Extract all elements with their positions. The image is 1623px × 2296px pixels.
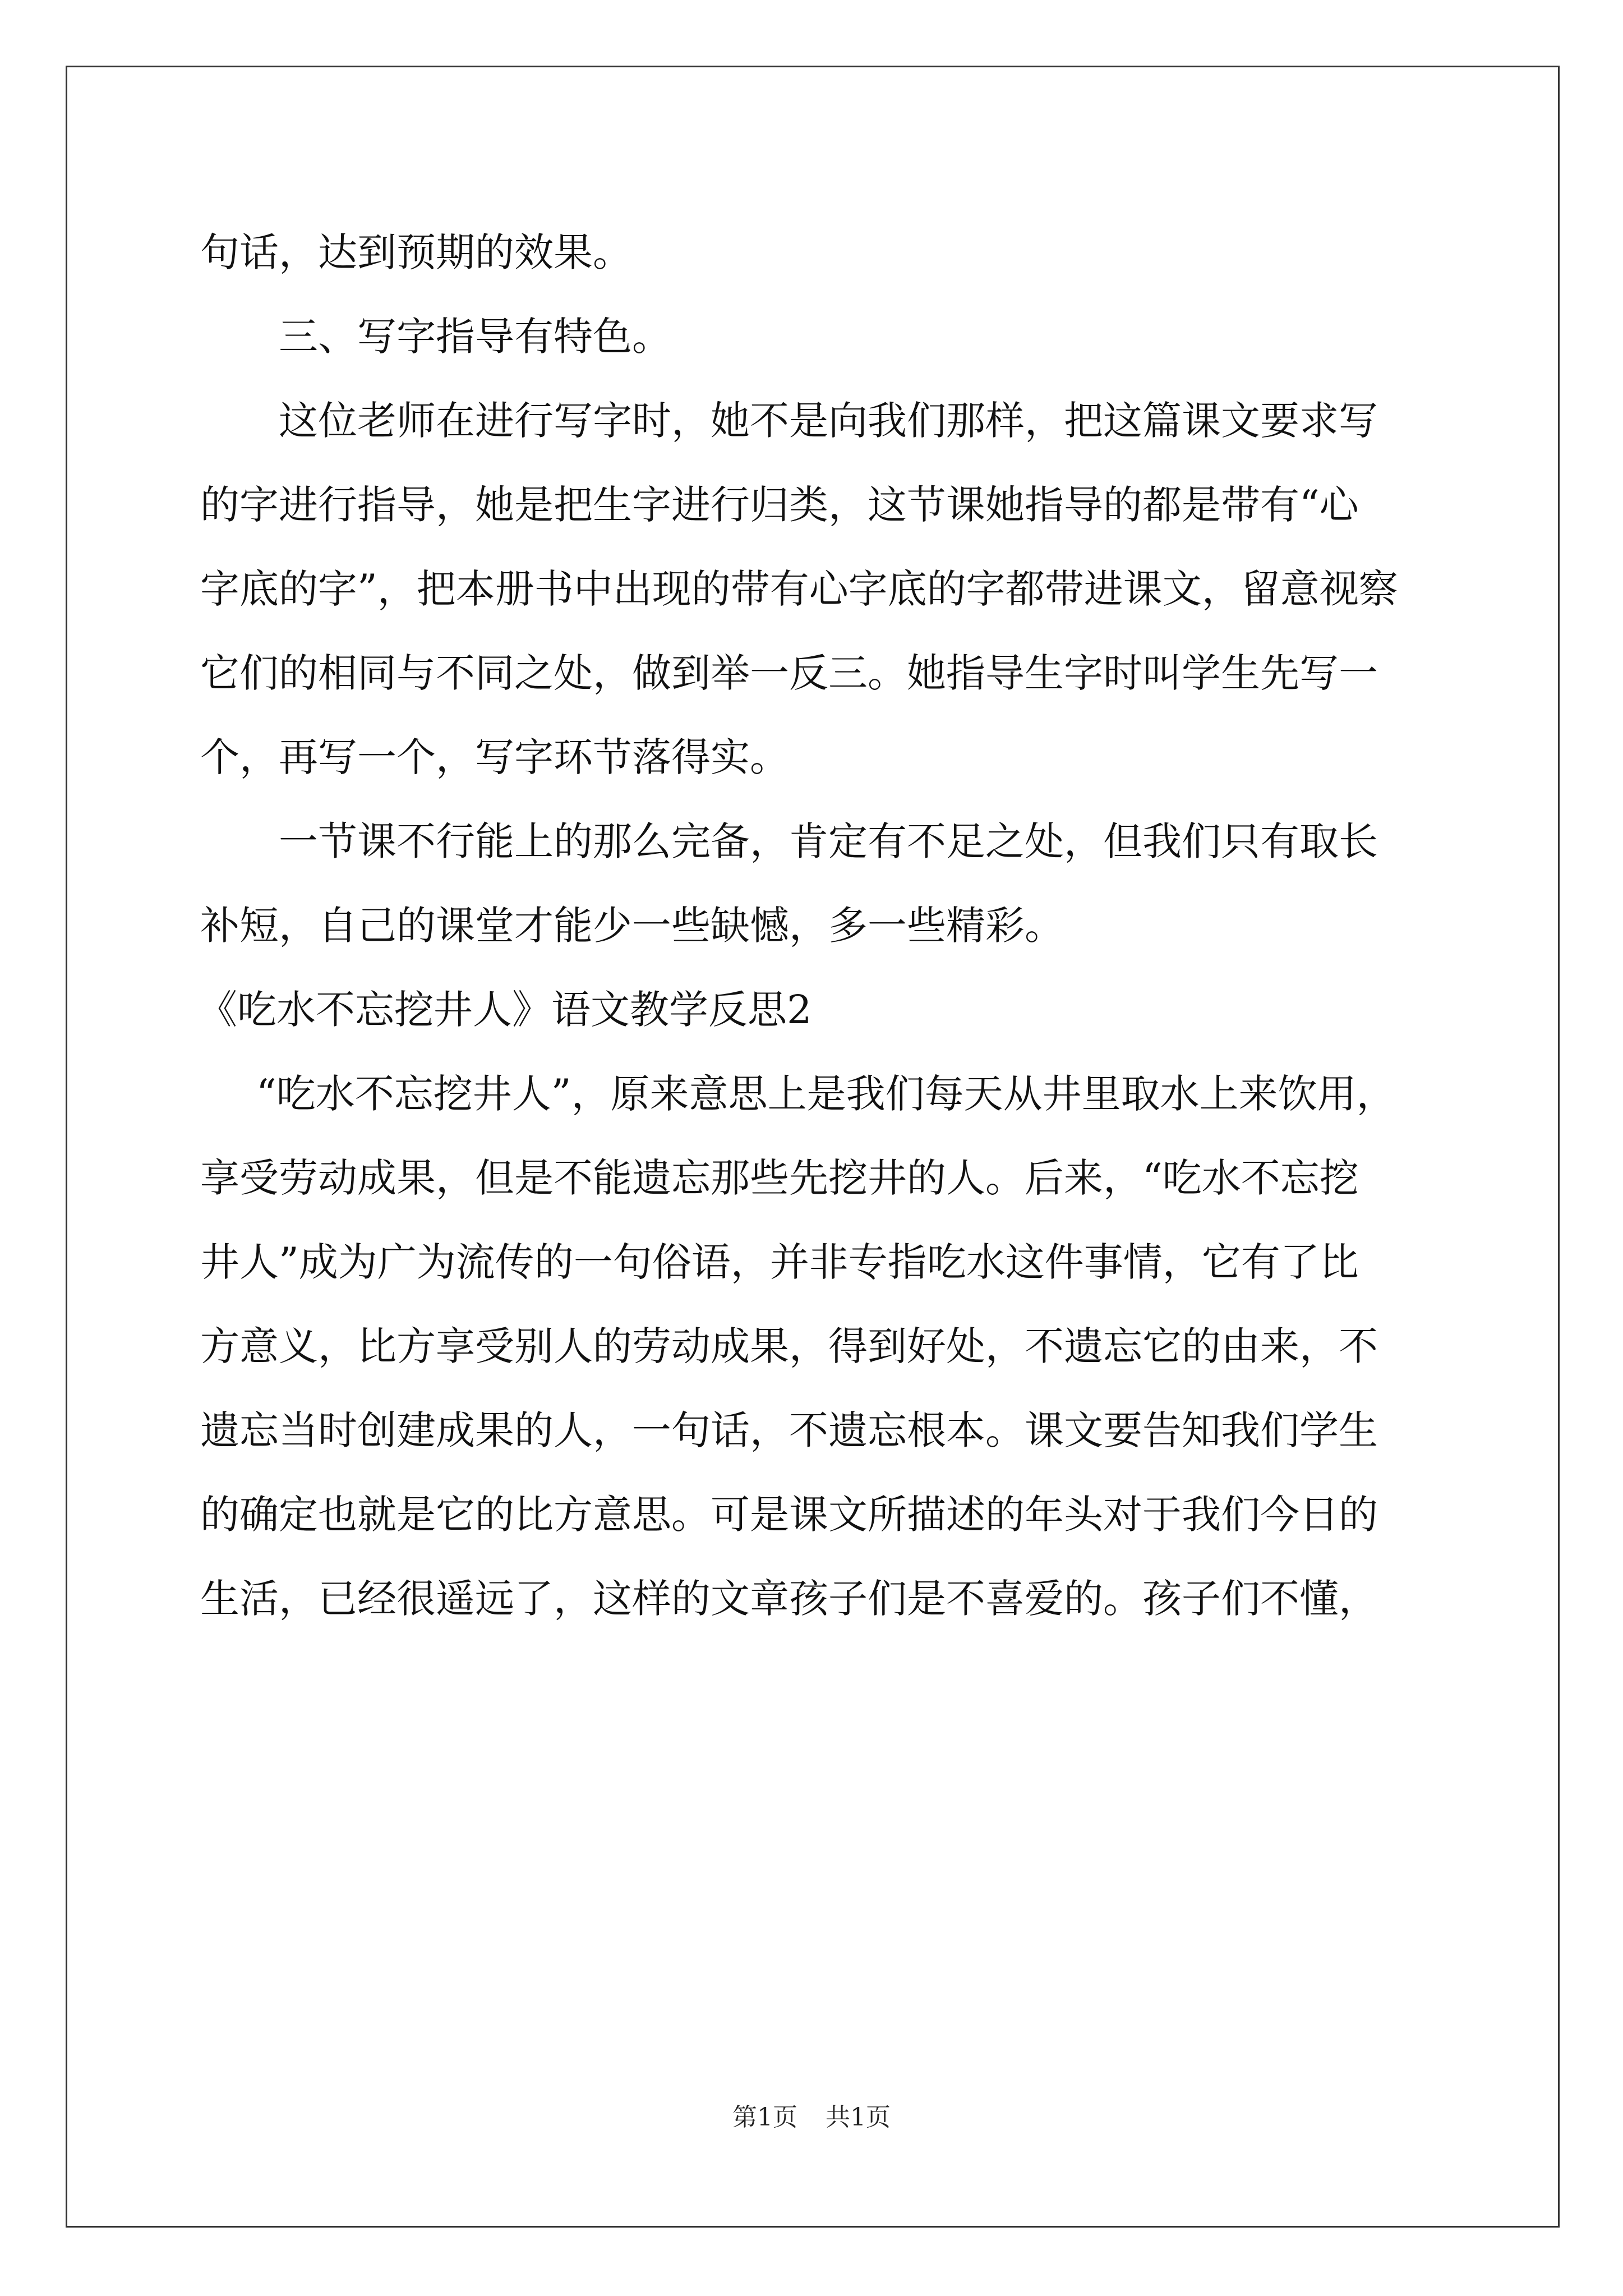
text-line: 个，再写一个，写字环节落得实。 — [200, 734, 789, 780]
text-line: 它们的相同与不同之处，做到举一反三。她指导生字时叫学生先写一 — [200, 650, 1378, 696]
text-line: 生活，已经很遥远了，这样的文章孩子们是不喜爱的。孩子们不懂， — [200, 1576, 1378, 1622]
page-number: 第1页 — [732, 2103, 797, 2132]
document-body — [200, 219, 1423, 1649]
text-line: 遗忘当时创建成果的人，一句话，不遗忘根本。课文要告知我们学生 — [200, 1407, 1378, 1453]
text-line: 享受劳动成果，但是不能遗忘那些先挖井的人。后来，“吃水不忘挖 — [200, 1155, 1359, 1201]
text-line: 的确定也就是它的比方意思。可是课文所描述的年头对于我们今日的 — [200, 1492, 1378, 1538]
text-line: 方意义，比方享受别人的劳动成果，得到好处，不遗忘它的由来，不 — [200, 1323, 1378, 1369]
text-line: 井人”成为广为流传的一句俗语，并非专指吃水这件事情，它有了比 — [200, 1239, 1359, 1285]
text-line: 一节课不行能上的那么完备，肯定有不足之处，但我们只有取长 — [279, 818, 1378, 864]
text-line: “吃水不忘挖井人”，原来意思上是我们每天从井里取水上来饮用， — [256, 1071, 1396, 1117]
text-line: 补短，自己的课堂才能少一些缺憾，多一些精彩。 — [200, 903, 1064, 949]
text-line: 句话，达到预期的效果。 — [200, 229, 632, 275]
page-total: 共1页 — [826, 2103, 891, 2132]
page-footer — [0, 2101, 1623, 2134]
text-line: 这位老师在进行写字时，她不是向我们那样，把这篇课文要求写 — [279, 398, 1378, 444]
section-heading: 三、写字指导有特色。 — [279, 314, 671, 360]
text-line: 字底的字”，把本册书中出现的带有心字底的字都带进课文，留意视察 — [200, 566, 1398, 612]
text-line: 的字进行指导，她是把生字进行归类，这节课她指导的都是带有“心 — [200, 482, 1359, 528]
article-title: 《吃水不忘挖井人》语文教学反思2 — [198, 987, 812, 1033]
